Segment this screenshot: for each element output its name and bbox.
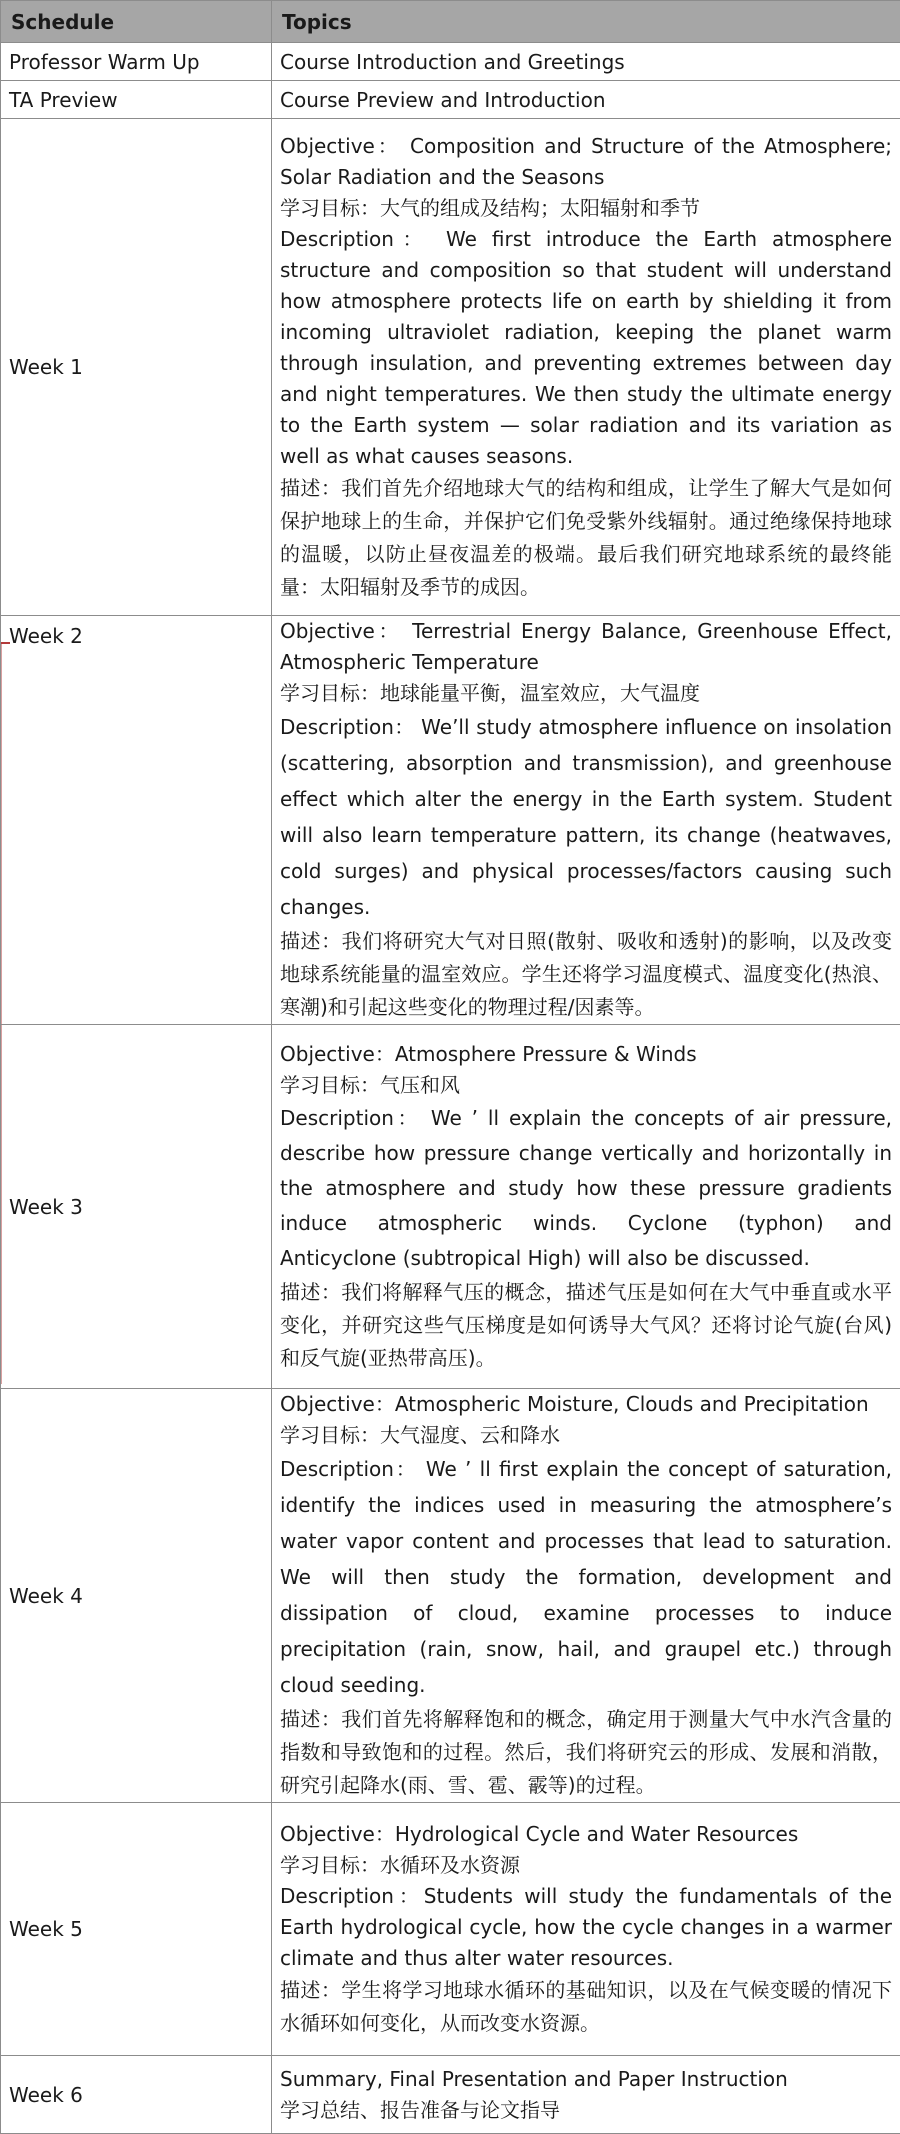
week-label: Week 1 — [1, 119, 272, 616]
description-text: Description： We ’ ll first explain the concept of saturation, identify the indices used in measuring the atmosphere’s water vapor content and processes that lead to saturation. We will then study the formation, development and dissipation of cloud, examine processes to induce precipitation (rain, snow, hail, and graupel etc.) through cloud seeding. — [280, 1451, 892, 1703]
schedule-cell: Professor Warm Up — [1, 43, 272, 81]
chinese-objective-text: 学习目标：地球能量平衡，温室效应，大气温度 — [280, 678, 892, 709]
topic-cell — [272, 1025, 900, 1389]
header-topics: Topics — [272, 1, 900, 43]
objective-text: Objective：Atmosphere Pressure & Winds — [280, 1039, 892, 1070]
week-label: Week 2 — [1, 616, 272, 1025]
topic-cell: Course Preview and Introduction — [272, 81, 900, 119]
week-label: Week 3 — [1, 1025, 272, 1389]
chinese-description-text: 描述：我们首先介绍地球大气的结构和组成，让学生了解大气是如何保护地球上的生命，并保护它们免受紫外线辐射。通过绝缘保持地球的温暖，以防止昼夜温差的极端。最后我们研究地球系统的最终能量：太阳辐射及季节的成因。 — [280, 472, 892, 604]
table-row-week-6 — [1, 2056, 900, 2134]
objective-text: Objective：Atmospheric Moisture, Clouds and Precipitation — [280, 1389, 892, 1420]
table-row-professor-warm-up — [1, 43, 900, 81]
chinese-description-text: 描述：我们将解释气压的概念，描述气压是如何在大气中垂直或水平变化，并研究这些气压梯度是如何诱导大气风？还将讨论气旋(台风)和反气旋(亚热带高压)。 — [280, 1276, 892, 1375]
week-label: Week 6 — [1, 2056, 272, 2134]
table-row-week-1 — [1, 119, 900, 616]
objective-text: Objective：Hydrological Cycle and Water Resources — [280, 1819, 892, 1850]
chinese-objective-text: 学习目标：水循环及水资源 — [280, 1850, 892, 1881]
table-row-week-2 — [1, 616, 900, 1025]
table-row-week-4 — [1, 1389, 900, 1803]
topic-cell — [272, 1803, 900, 2056]
week-label: Week 5 — [1, 1803, 272, 2056]
topic-cell — [272, 1389, 900, 1803]
chinese-objective-text: 学习目标：大气的组成及结构；太阳辐射和季节 — [280, 193, 892, 224]
topic-cell — [272, 616, 900, 1025]
description-text: Description： We ’ ll explain the concepts of air pressure, describe how pressure change vertically and horizontally in the atmosphere and study how these pressure gradients induce atmospheric winds. Cyclone (typhon) and Anticyclone (subtropical High) will also be discussed. — [280, 1101, 892, 1276]
topic-cell — [272, 2056, 900, 2134]
table-row-ta-preview — [1, 81, 900, 119]
topic-cell — [272, 119, 900, 616]
objective-text: Objective： Composition and Structure of the Atmosphere; Solar Radiation and the Seasons — [280, 131, 892, 193]
chinese-summary-text: 学习总结、报告准备与论文指导 — [280, 2095, 892, 2126]
summary-text: Summary, Final Presentation and Paper Instruction — [280, 2064, 892, 2095]
objective-text: Objective： Terrestrial Energy Balance, Greenhouse Effect, Atmospheric Temperature — [280, 616, 892, 678]
header-row — [1, 1, 900, 43]
description-text: Description： We’ll study atmosphere influence on insolation (scattering, absorption and transmission), and greenhouse effect which alter the energy in the Earth system. Student will also learn temperature pattern, its change (heatwaves, cold surges) and physical processes/factors causing such changes. — [280, 709, 892, 925]
description-text: Description：Students will study the fundamentals of the Earth hydrological cycle, how the cycle changes in a warmer climate and thus alter water resources. — [280, 1881, 892, 1974]
topic-cell: Course Introduction and Greetings — [272, 43, 900, 81]
header-schedule: Schedule — [1, 1, 272, 43]
table-row-week-3 — [1, 1025, 900, 1389]
schedule-cell: TA Preview — [1, 81, 272, 119]
description-text: Description： We first introduce the Earth atmosphere structure and composition so that student will understand how atmosphere protects life on earth by shielding it from incoming ultraviolet radiation, keeping the planet warm through insulation, and preventing extremes between day and night temperatures. We then study the ultimate energy to the Earth system — solar radiation and its variation as well as what causes seasons. — [280, 224, 892, 472]
chinese-description-text: 描述：学生将学习地球水循环的基础知识，以及在气候变暖的情况下水循环如何变化，从而改变水资源。 — [280, 1974, 892, 2040]
chinese-description-text: 描述：我们首先将解释饱和的概念，确定用于测量大气中水汽含量的指数和导致饱和的过程。然后，我们将研究云的形成、发展和消散，研究引起降水(雨、雪、雹、霰等)的过程。 — [280, 1703, 892, 1802]
table-row-week-5 — [1, 1803, 900, 2056]
chinese-objective-text: 学习目标：气压和风 — [280, 1070, 892, 1101]
chinese-description-text: 描述：我们将研究大气对日照(散射、吸收和透射)的影响，以及改变地球系统能量的温室效应。学生还将学习温度模式、温度变化(热浪、寒潮)和引起这些变化的物理过程/因素等。 — [280, 925, 892, 1024]
chinese-objective-text: 学习目标：大气湿度、云和降水 — [280, 1420, 892, 1451]
week-label: Week 4 — [1, 1389, 272, 1803]
